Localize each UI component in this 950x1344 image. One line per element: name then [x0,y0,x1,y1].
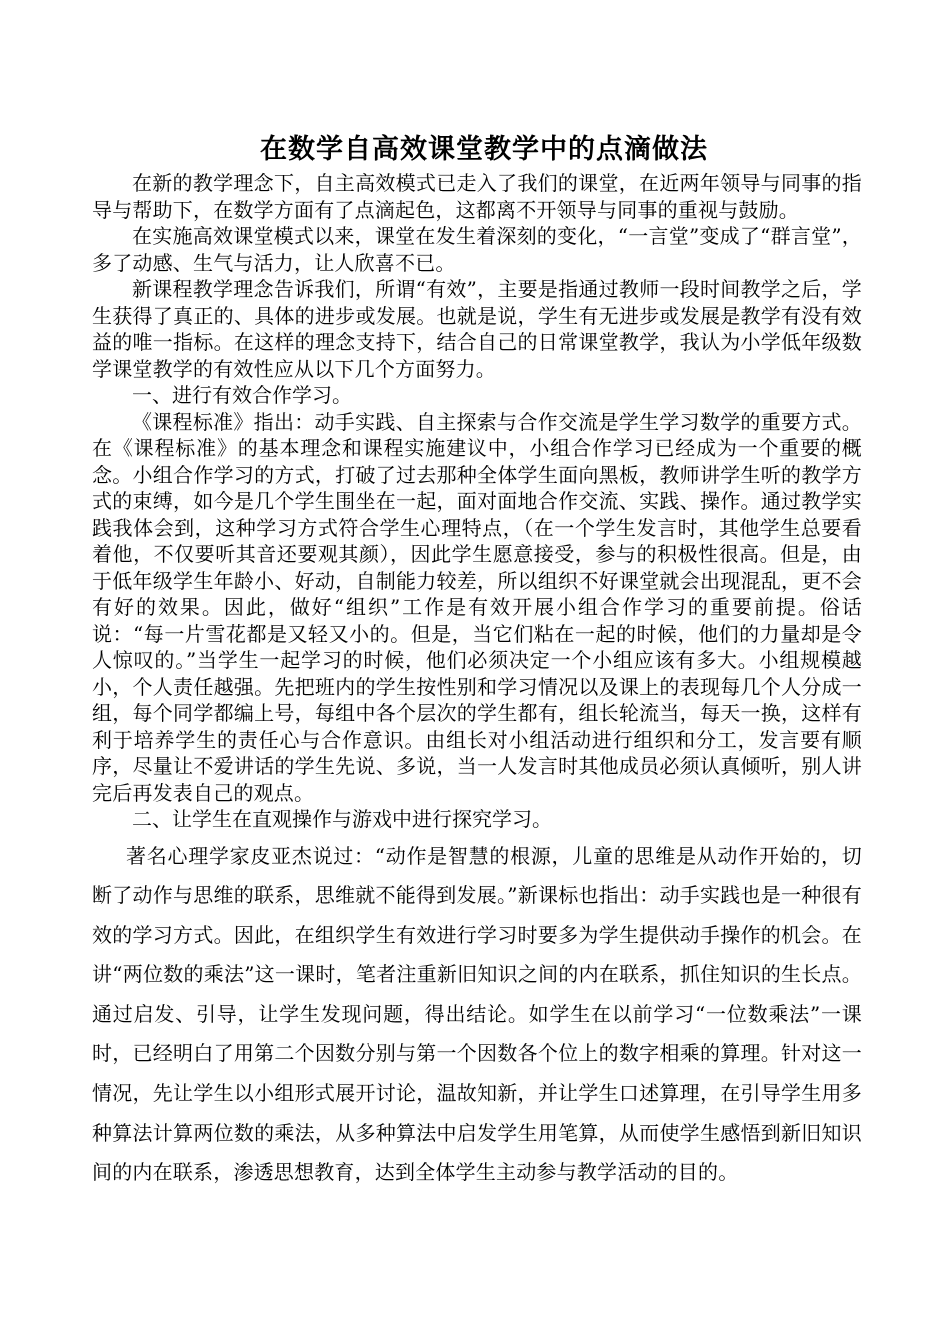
section-heading-cooperative-learning: 一、进行有效合作学习。 [132,383,352,407]
paragraph-classroom-change: 在实施高效课堂模式以来，课堂在发生着深刻的变化，“一言堂”变成了“群言堂”，多了动感、生气与活力，让人欣喜不已。 [92,224,862,275]
document-page [92,130,862,1193]
paragraph-intro: 在新的教学理念下，自主高效模式已走入了我们的课堂，在近两年领导与同事的指导与帮助下，在数学方面有了点滴起色，这都离不开领导与同事的重视与鼓励。 [92,171,862,222]
paragraph-cooperative-learning: 《课程标准》指出：动手实践、自主探索与合作交流是学生学习数学的重要方式。在《课程标准》的基本理念和课程实施建议中，小组合作学习已经成为一个重要的概念。小组合作学习的方式，打破了过去那种全体学生面向黑板，教师讲学生听的教学方式的束缚，如今是几个学生围坐在一起，面对面地合作交流、实践、操作。通过教学实践我体会到，这种学习方式符合学生心理特点，（在一个学生发言时，其他学生总要看着他，不仅要听其音还要观其颜），因此学生愿意接受，参与的积极性很高。但是，由于低年级学生年龄小、好动，自制能力较差，所以组织不好课堂就会出现混乱，更不会有好的效果。因此，做好“组织”工作是有效开展小组合作学习的重要前提。俗话说：“每一片雪花都是又轻又小的。但是，当它们粘在一起的时候，他们的力量却是令人惊叹的。”当学生一起学习的时候，他们必须决定一个小组应该有多大。小组规模越小，个人责任越强。先把班内的学生按性别和学习情况以及课上的表现每几个人分成一组，每个同学都编上号，每组中各个层次的学生都有，组长轮流当，每天一换，这样有利于培养学生的责任心与合作意识。由组长对小组活动进行组织和分工，发言要有顺序，尽量让不爱讲话的学生先说、多说，当一人发言时其他成员必须认真倾听，别人讲完后再发表自己的观点。 [92,409,862,805]
section-heading-exploratory-learning: 二、让学生在直观操作与游戏中进行探究学习。 [132,807,552,831]
paragraph-exploratory-learning: 著名心理学家皮亚杰说过：“动作是智慧的根源，儿童的思维是从动作开始的，切断了动作与思维的联系，思维就不能得到发展。”新课标也指出：动手实践也是一种很有效的学习方式。因此，在组织学生有效进行学习时要多为学生提供动手操作的机会。在讲“两位数的乘法”这一课时，笔者注重新旧知识之间的内在联系，抓住知识的生长点。通过启发、引导，让学生发现问题，得出结论。如学生在以前学习“一位数乘法”一课时，已经明白了用第二个因数分别与第一个因数各个位上的数字相乘的算理。针对这一情况，先让学生以小组形式展开讨论，温故知新，并让学生口述算理，在引导学生用多种算法计算两位数的乘法，从多种算法中启发学生用笔算，从而使学生感悟到新旧知识间的内在联系，渗透思想教育，达到全体学生主动参与教学活动的目的。 [92,843,862,1185]
document-title: 在数学自高效课堂教学中的点滴做法 [260,134,708,165]
paragraph-teaching-concept: 新课程教学理念告诉我们，所谓“有效”，主要是指通过教师一段时间教学之后，学生获得了真正的、具体的进步或发展。也就是说，学生有无进步或发展是教学有没有效益的唯一指标。在这样的理念支持下，结合自己的日常课堂教学，我认为小学低年级数学课堂教学的有效性应从以下几个方面努力。 [92,277,862,381]
